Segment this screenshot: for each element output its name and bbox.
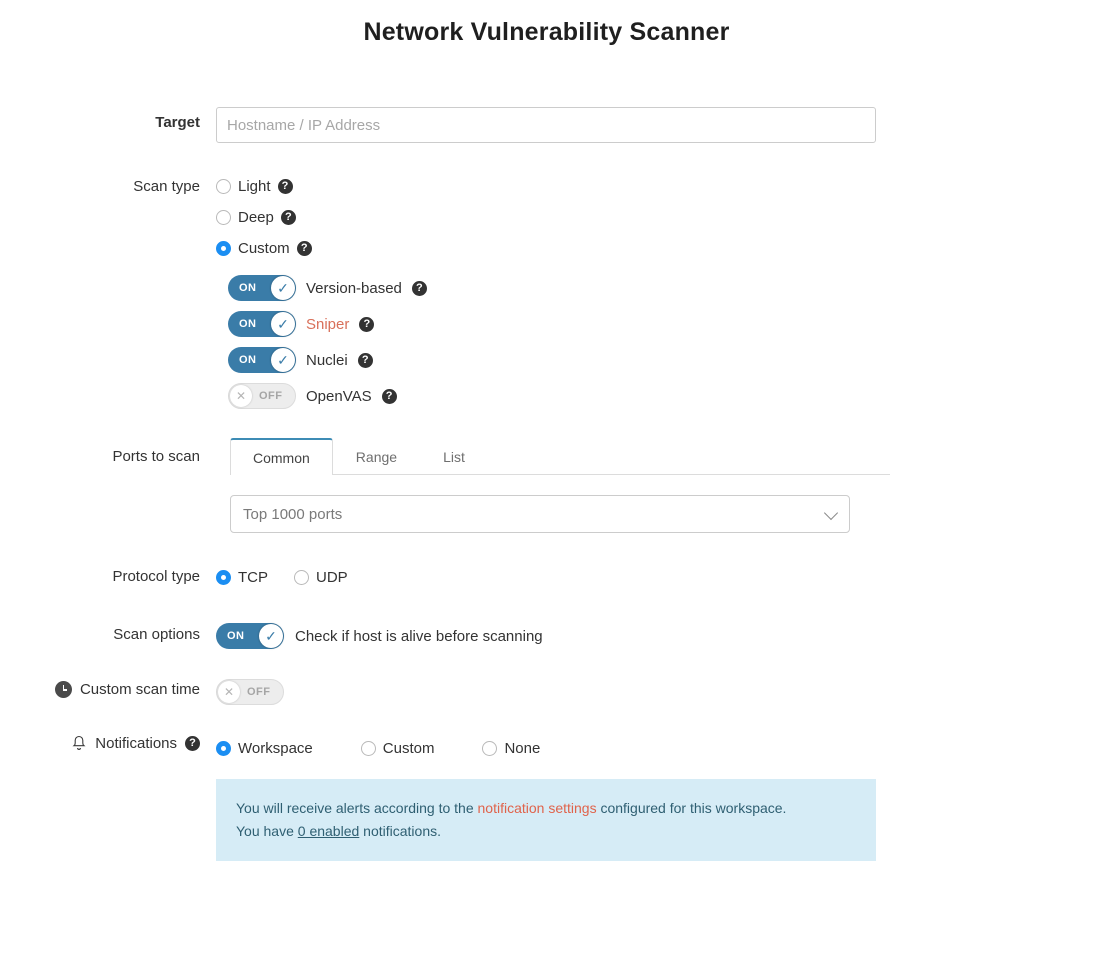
target-row <box>0 107 1093 143</box>
ports-row <box>0 436 1093 533</box>
notifications-label-group <box>0 731 216 752</box>
toggle-custom-scan-time-state: OFF <box>247 686 271 698</box>
protocol-label: Protocol type <box>112 568 200 585</box>
custom-toggle-list <box>228 270 1093 414</box>
notifications-option-custom[interactable] <box>361 740 435 757</box>
close-icon-openvas: ✕ <box>230 385 252 407</box>
radio-light-label: Light <box>238 178 271 195</box>
scan-options-label: Scan options <box>113 626 200 643</box>
notifications-row <box>0 731 1093 861</box>
notifications-field <box>216 731 1093 861</box>
check-icon-host-alive: ✓ <box>259 624 283 648</box>
radio-workspace-label: Workspace <box>238 739 313 757</box>
custom-scan-time-field <box>216 675 1093 709</box>
scan-type-option-custom[interactable] <box>216 233 1093 264</box>
radio-custom-label: Custom <box>238 240 290 257</box>
custom-scan-time-label: Custom scan time <box>79 681 200 698</box>
target-field <box>216 107 1093 143</box>
notification-settings-link[interactable]: notification settings <box>477 800 597 816</box>
help-icon-openvas[interactable]: ? <box>382 389 397 404</box>
notice-line2-post: notifications. <box>359 823 441 840</box>
toggle-nuclei-state: ON <box>239 354 257 366</box>
toggle-version-based-label: Version-based <box>306 279 402 297</box>
custom-scan-time-row <box>0 675 1093 709</box>
notifications-option-none[interactable] <box>482 740 540 757</box>
toggle-sniper-label[interactable]: Sniper <box>306 315 350 333</box>
scan-options-field <box>216 619 1093 653</box>
toggle-openvas[interactable] <box>228 383 296 409</box>
ports-field <box>216 436 1093 533</box>
tab-common[interactable]: Common <box>230 438 333 475</box>
radio-notif-custom-icon[interactable] <box>361 741 376 756</box>
toggle-openvas-label: OpenVAS <box>306 387 372 405</box>
clock-icon <box>55 681 72 698</box>
help-icon-custom[interactable]: ? <box>297 241 312 256</box>
check-icon-version-based: ✓ <box>271 276 295 300</box>
scan-type-field <box>216 171 1093 414</box>
protocol-option-udp[interactable] <box>294 569 348 586</box>
close-icon-custom-scan-time: ✕ <box>218 681 240 703</box>
toggle-nuclei-label: Nuclei <box>306 351 348 369</box>
toggle-version-based[interactable] <box>228 275 296 301</box>
enabled-notifications-link[interactable]: 0 enabled <box>297 823 360 840</box>
toggle-sniper[interactable] <box>228 311 296 337</box>
toggle-openvas-state: OFF <box>259 390 283 402</box>
radio-udp-icon[interactable] <box>294 570 309 585</box>
page-title: Network Vulnerability Scanner <box>363 18 730 46</box>
toggle-custom-scan-time[interactable] <box>216 679 284 705</box>
notice-line-1 <box>236 797 856 820</box>
help-icon-nuclei[interactable]: ? <box>358 353 373 368</box>
scan-form <box>0 107 1093 861</box>
target-input[interactable] <box>216 107 876 143</box>
custom-scan-time-label-group <box>0 675 216 698</box>
scan-type-label: Scan type <box>133 178 200 195</box>
notifications-label: Notifications <box>95 735 177 752</box>
radio-deep-label: Deep <box>238 209 274 226</box>
scan-type-row <box>0 171 1093 414</box>
ports-label: Ports to scan <box>112 448 200 465</box>
toggle-row-nuclei <box>228 342 1093 378</box>
toggle-sniper-state: ON <box>239 318 257 330</box>
toggle-row-sniper <box>228 306 1093 342</box>
check-icon-nuclei: ✓ <box>271 348 295 372</box>
notice-line2-pre: You have <box>236 823 298 840</box>
radio-light-icon[interactable] <box>216 179 231 194</box>
help-icon-light[interactable]: ? <box>278 179 293 194</box>
toggle-row-version-based <box>228 270 1093 306</box>
ports-tabs <box>230 438 890 475</box>
scan-type-option-light[interactable] <box>216 171 1093 202</box>
radio-notif-custom-label: Custom <box>382 739 435 757</box>
notifications-option-workspace[interactable] <box>216 740 313 757</box>
toggle-row-openvas <box>228 378 1093 414</box>
help-icon-version-based[interactable]: ? <box>412 281 427 296</box>
radio-udp-label: UDP <box>316 568 348 586</box>
protocol-row <box>0 561 1093 593</box>
target-label: Target <box>155 114 200 131</box>
radio-deep-icon[interactable] <box>216 210 231 225</box>
scan-type-option-deep[interactable] <box>216 202 1093 233</box>
toggle-host-alive[interactable] <box>216 623 284 649</box>
protocol-option-tcp[interactable] <box>216 569 268 586</box>
notice-line1-post: configured for this workspace. <box>596 800 787 816</box>
help-icon-notifications[interactable]: ? <box>185 736 200 751</box>
radio-custom-icon[interactable] <box>216 241 231 256</box>
radio-none-icon[interactable] <box>482 741 497 756</box>
scan-options-row <box>0 619 1093 653</box>
check-icon-sniper: ✓ <box>271 312 295 336</box>
protocol-field <box>216 561 1093 593</box>
notifications-notice <box>216 779 876 861</box>
radio-workspace-icon[interactable] <box>216 741 231 756</box>
toggle-nuclei[interactable] <box>228 347 296 373</box>
toggle-version-based-state: ON <box>239 282 257 294</box>
help-icon-sniper[interactable]: ? <box>359 317 374 332</box>
radio-tcp-label: TCP <box>238 568 268 586</box>
notice-line-2 <box>236 820 856 843</box>
notice-line1-pre: You will receive alerts according to the <box>236 800 478 816</box>
ports-select-wrap <box>230 495 850 533</box>
radio-none-label: None <box>504 739 541 757</box>
ports-select[interactable] <box>230 495 850 533</box>
radio-tcp-icon[interactable] <box>216 570 231 585</box>
tab-range[interactable]: Range <box>355 449 398 465</box>
toggle-host-alive-state: ON <box>227 630 245 642</box>
toggle-host-alive-label: Check if host is alive before scanning <box>295 627 543 645</box>
help-icon-deep[interactable]: ? <box>281 210 296 225</box>
tab-list[interactable]: List <box>443 449 465 465</box>
bell-icon <box>71 735 87 752</box>
